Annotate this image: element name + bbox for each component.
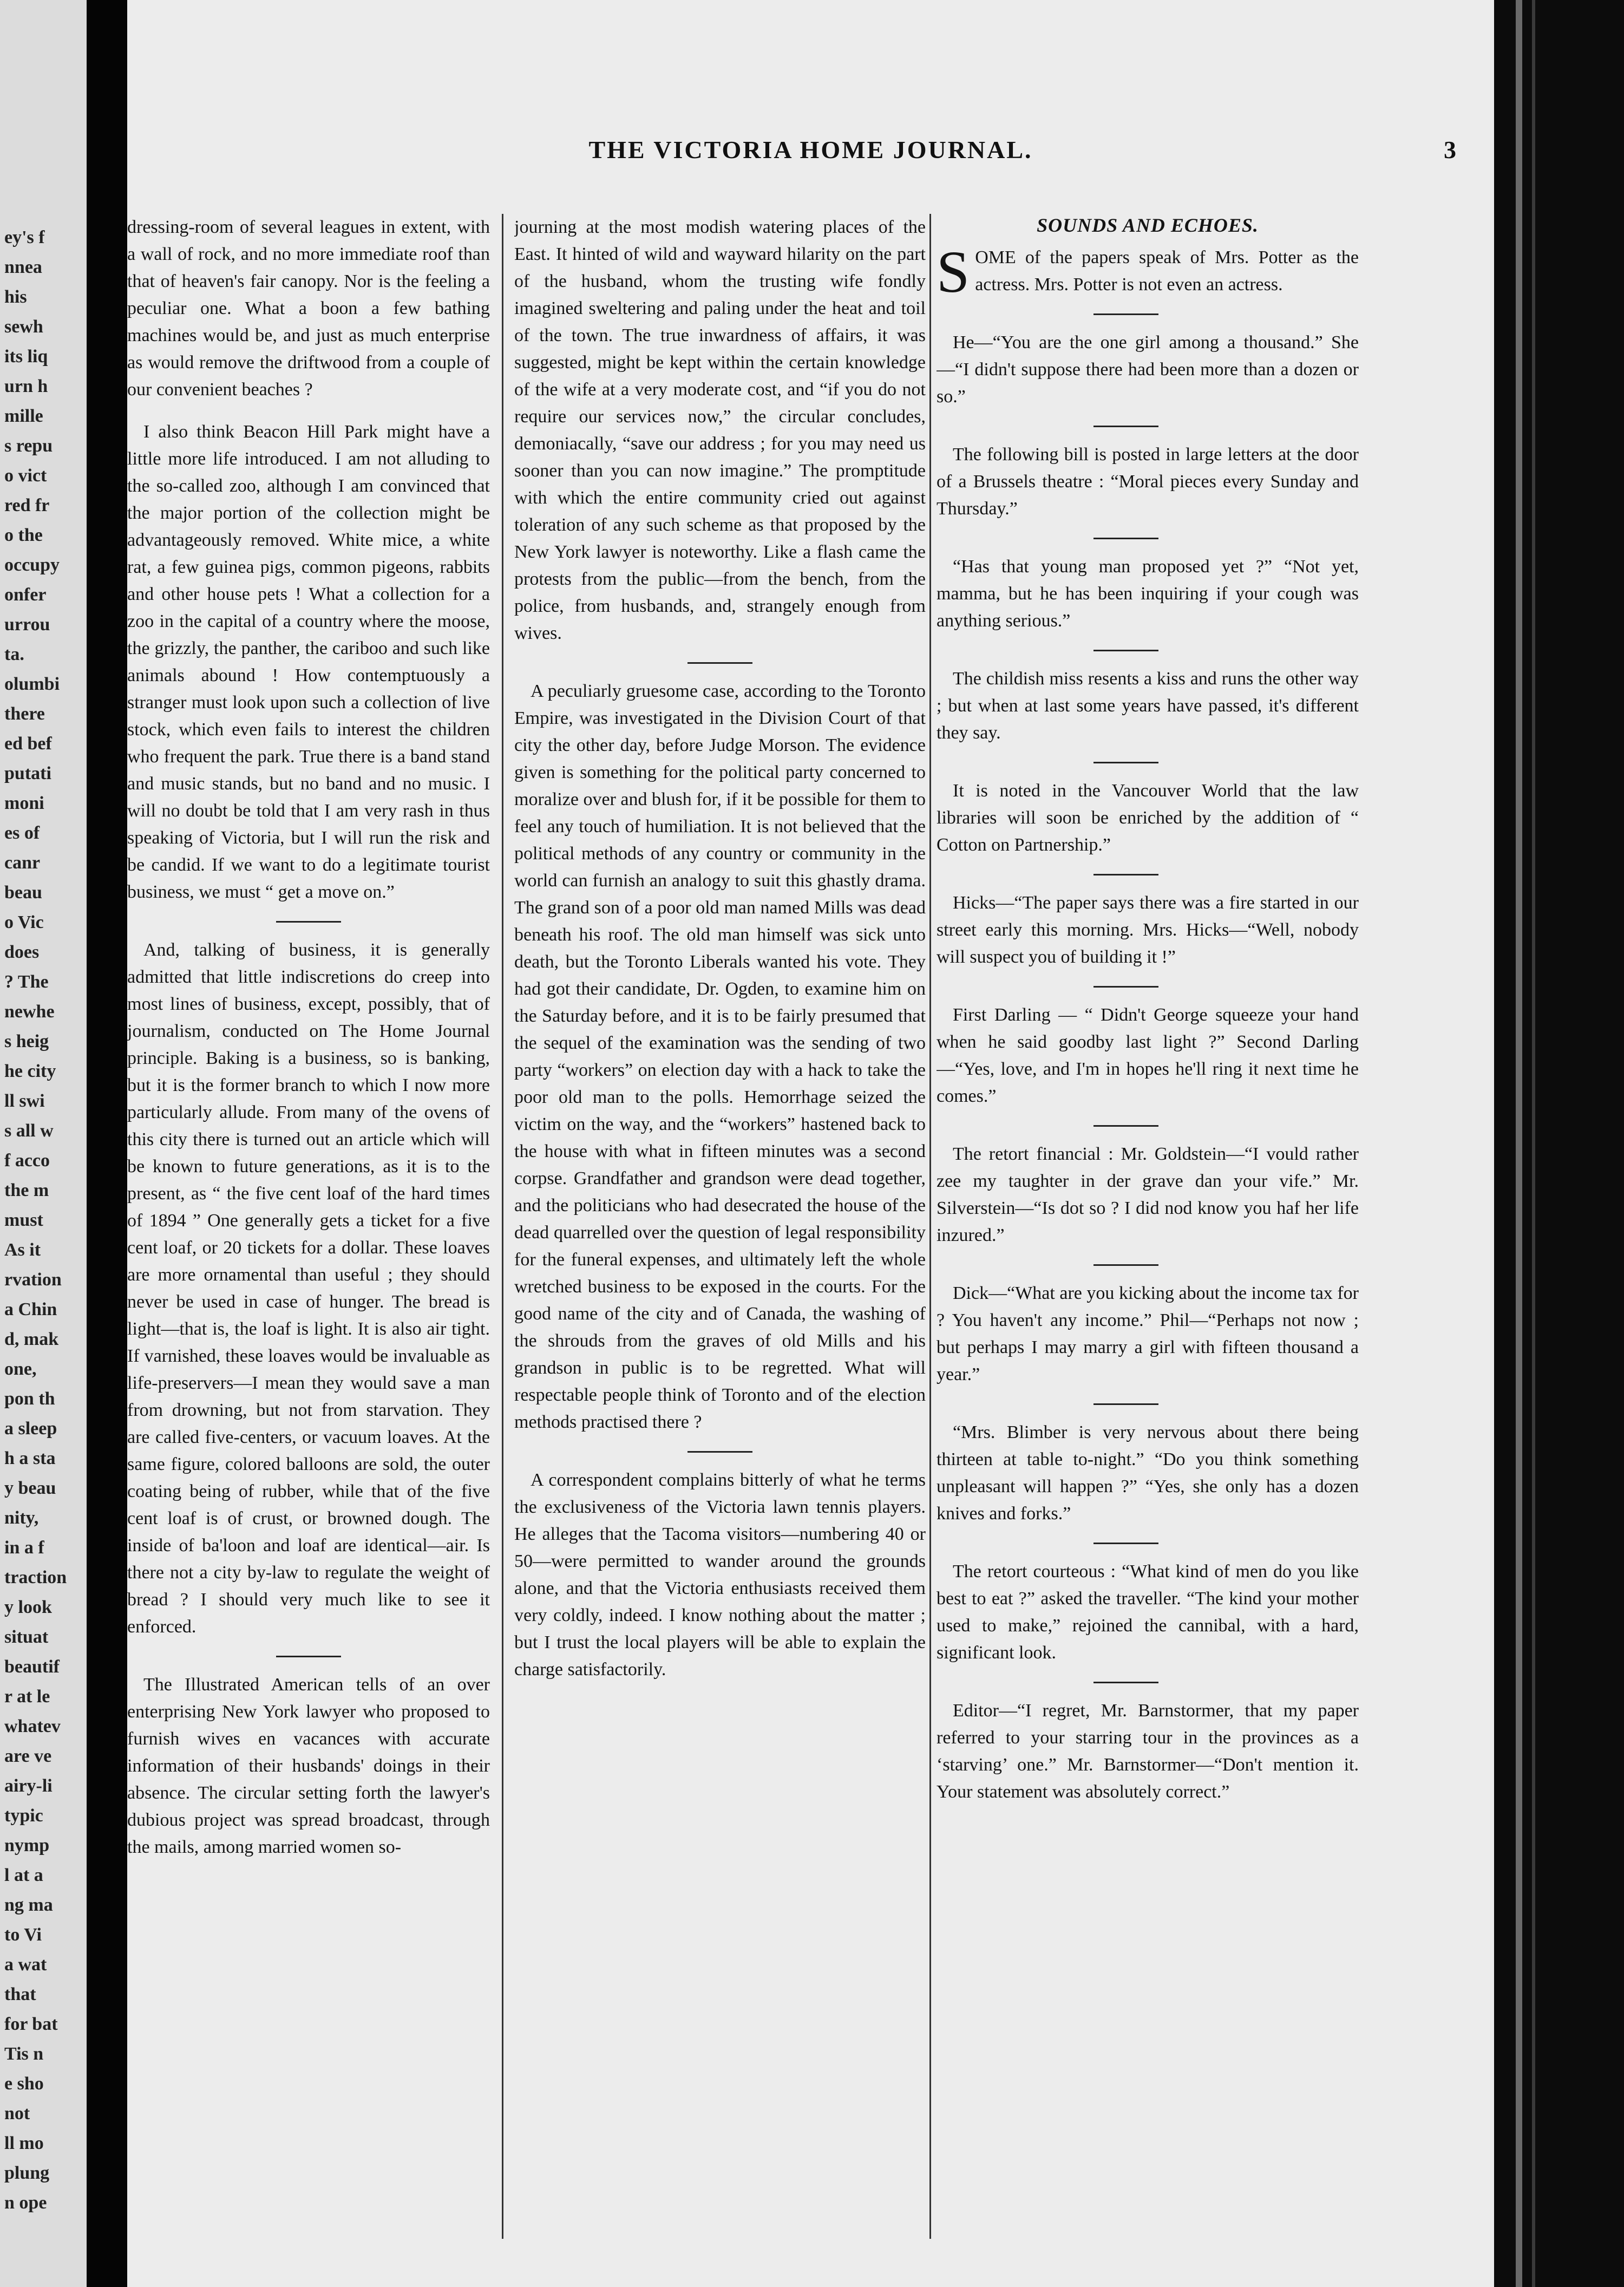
previous-page-fragment: sewh	[4, 317, 43, 337]
previous-page-fragment: o Vic	[4, 912, 44, 932]
col3-item: Editor—“I regret, Mr. Barnstormer, that my paper referred to your starring tour in the provinces as a ‘starving’ one.” Mr. Barnstormer—“Don't mention it. Your statement was absolutely correct.”	[937, 1701, 1359, 1802]
previous-page-fragment: ll mo	[4, 2133, 44, 2153]
previous-page-fragment: beau	[4, 883, 42, 903]
section-rule	[276, 921, 341, 923]
previous-page-fragment: pon th	[4, 1389, 55, 1409]
previous-page-fragment: airy-li	[4, 1776, 53, 1796]
item-rule	[1093, 313, 1158, 315]
col3-item: It is noted in the Vancouver World that the law libraries will soon be enriched by the addition of “ Cotton on Partnership.”	[937, 781, 1359, 855]
previous-page-fragment: Tis n	[4, 2044, 44, 2064]
col3-item: He—“You are the one girl among a thousand.” She—“I didn't suppose there had been more than a dozen or so.”	[937, 332, 1359, 407]
previous-page-fragment: y beau	[4, 1478, 56, 1498]
previous-page-fragment: olumbi	[4, 674, 60, 694]
previous-page-fragment: nnea	[4, 257, 42, 277]
previous-page-fragment: e sho	[4, 2074, 44, 2094]
previous-page-fragment: his	[4, 287, 27, 307]
page-edge-line	[1516, 0, 1522, 2287]
previous-page-fragment: urrou	[4, 615, 50, 635]
previous-page-fragment: situat	[4, 1627, 49, 1647]
previous-page-fragment: a sleep	[4, 1419, 57, 1439]
previous-page-fragment: rvation	[4, 1270, 62, 1290]
previous-page-fragment: ? The	[4, 972, 49, 992]
item-rule	[1093, 426, 1158, 427]
previous-page-strip	[0, 0, 87, 2287]
previous-page-fragment: f acco	[4, 1151, 50, 1171]
previous-page-fragment: for bat	[4, 2014, 58, 2034]
previous-page-fragment: a Chin	[4, 1299, 57, 1319]
right-page-edge	[1494, 0, 1624, 2287]
previous-page-fragment: canr	[4, 853, 41, 873]
previous-page-fragment: moni	[4, 793, 44, 813]
col1-paragraph: dressing-room of several leagues in extent, with a wall of rock, and no more immediate roof than that of heaven's fair canopy. Nor is the feeling a peculiar one. What a boon a few bathing machines would be, and just as much enterprise as would remove the driftwood from a couple of our convenient beaches ?	[127, 217, 490, 400]
previous-page-fragment: s repu	[4, 436, 53, 456]
col2-paragraph: journing at the most modish watering places of the East. It hinted of wild and wayward hilarity on the part of the husband, whom the trusting wife fondly imagined sweltering and paling under the heat and toil of the town. The true inwardness of affairs, it was suggested, might be kept within the certain knowledge of the wife at a very moderate cost, and “if you do not require our services now,” the circular concludes, demoniacally, “save our address ; for you may need us sooner than you can now imagine.” The promptitude with which the entire community cried out against toleration of any such scheme as that proposed by the New York lawyer is noteworthy. Like a flash came the protests from the public—from the bench, from the police, from husbands, and, strangely enough from wives.	[514, 217, 926, 643]
previous-page-fragment: the m	[4, 1180, 49, 1200]
previous-page-fragment: l at a	[4, 1865, 43, 1885]
col3-item	[937, 239, 1359, 305]
previous-page-fragment: that	[4, 1984, 36, 2004]
col1-paragraph: And, talking of business, it is generally admitted that little indiscretions do creep into most lines of business, except, possibly, that of journalism, conducted on The Home Journal principle. Baking is a business, so is banking, but it is the former branch to which I now more particularly allude. From many of the ovens of this city there is turned out an article which will be known to future generations, as it is to the present, as “ the five cent loaf of the hard times of 1894 ” One generally gets a ticket for a five cent loaf, or 20 tickets for a dollar. These loaves are more ornamental than useful ; they should never be used in case of hunger. The bread is light—that is, the loaf is light. It is also air tight. If varnished, these loaves would be invaluable as life-preservers—I mean they would save a man from drowning, but not from starvation. They are called five-centers, or vacuum loaves. At the same figure, colored balloons are sold, the outer coating being of rubber, while that of the five cent loaf is of crust, or browned dough. The inside of ba'loon and loaf are identical—air. Is there not a city by-law to regulate the weight of bread ? I should very much like to see it enforced.	[127, 940, 490, 1637]
page-header	[127, 135, 1494, 179]
section-rule	[687, 662, 752, 664]
previous-page-fragment: nity,	[4, 1508, 39, 1528]
item-rule	[1093, 538, 1158, 539]
previous-page-fragment: es of	[4, 823, 40, 843]
previous-page-fragment: mille	[4, 406, 43, 426]
previous-page-fragment: its liq	[4, 347, 48, 367]
previous-page-fragment: must	[4, 1210, 43, 1230]
page-number: 3	[1444, 136, 1456, 164]
previous-page-fragment: to Vi	[4, 1925, 42, 1945]
previous-page-fragment: As it	[4, 1240, 41, 1260]
previous-page-fragment: not	[4, 2103, 30, 2123]
previous-page-fragment: nymp	[4, 1835, 50, 1855]
col1-paragraph: The Illustrated American tells of an over enterprising New York lawyer who proposed to furnish wives en vacances with accurate information of their husbands' doings in their absence. The circular setting forth the lawyer's dubious project was spread broadcast, through the mails, among married women so-	[127, 1675, 490, 1857]
col3-item: “Has that young man proposed yet ?” “Not yet, mamma, but he has been inquiring if your cough was anything serious.”	[937, 557, 1359, 631]
drop-cap: S	[937, 239, 970, 305]
previous-page-fragment: traction	[4, 1567, 67, 1587]
previous-page-fragment: n ope	[4, 2193, 47, 2213]
item-rule	[1093, 650, 1158, 651]
item-rule	[1093, 1682, 1158, 1683]
col1-paragraph: I also think Beacon Hill Park might have a little more life introduced. I am not alluding to the so-called zoo, although I am convinced that the major portion of the collection might be advantageously removed. White mice, a white rat, a few guinea pigs, common pigeons, rabbits and other house pets ! What a collection for a zoo in the capital of a country where the moose, the grizzly, the panther, the cariboo and such like animals abound ! How contemptuously a stranger must look upon such a collection of live stock, which even fails to interest the children who frequent the park. True there is a band stand and music stands, but no band and no music. I will no doubt be told that I am very rash in thus speaking of Victoria, but I will run the risk and be candid. If we want to do a legitimate tourist business, we must “ get a move on.”	[127, 422, 490, 902]
col3-item: First Darling — “ Didn't George squeeze your hand when he said goodby last light ?” Second Darling—“Yes, love, and I'm in hopes he'll ring it next time he comes.”	[937, 1005, 1359, 1106]
item-rule	[1093, 986, 1158, 988]
previous-page-fragment: one,	[4, 1359, 37, 1379]
previous-page-fragment: typic	[4, 1806, 43, 1826]
column-rule	[929, 214, 931, 2239]
previous-page-fragment: urn h	[4, 376, 48, 396]
column-3	[937, 214, 1359, 2266]
book-gutter	[87, 0, 127, 2287]
section-heading: SOUNDS AND ECHOES.	[1037, 214, 1259, 236]
previous-page-fragment: ey's f	[4, 227, 45, 247]
previous-page-fragment: ng ma	[4, 1895, 53, 1915]
previous-page-fragment: s heig	[4, 1031, 49, 1051]
previous-page-fragment: he city	[4, 1061, 56, 1081]
previous-page-fragment: in a f	[4, 1538, 44, 1558]
col3-item: Dick—“What are you kicking about the income tax for ? You haven't any income.” Phil—“Perhaps not now ; but perhaps I may marry a girl with fifteen thousand a year.”	[937, 1283, 1359, 1384]
previous-page-fragment: y look	[4, 1597, 52, 1617]
col2-paragraph: A correspondent complains bitterly of what he terms the exclusiveness of the Victoria lawn tennis players. He alleges that the Tacoma visitors—numbering 40 or 50—were permitted to wander around the grounds alone, and that the Victoria enthusiasts received them very coldly, indeed. I know nothing about the matter ; but I trust the local players will be able to explain the charge satisfactorily.	[514, 1470, 926, 1680]
col3-item: The retort courteous : “What kind of men do you like best to eat ?” asked the traveller. “The kind your mother used to make,” rejoined the cannibal, with a hard, significant look.	[937, 1561, 1359, 1663]
previous-page-fragment: s all w	[4, 1121, 54, 1141]
previous-page-fragment: there	[4, 704, 45, 724]
previous-page-fragment: a wat	[4, 1955, 47, 1975]
col2-paragraph: A peculiarly gruesome case, according to the Toronto Empire, was investigated in the Division Court of that city the other day, before Judge Morson. The evidence given is something for the political party concerned to moralize over and blush for, if it be possible for them to feel any touch of humiliation. It is not believed that the political methods of any country or community in the world can furnish an analogy to suit this ghastly drama. The grand son of a poor old man named Mills was dead beneath his roof. The old man himself was sick unto death, but the Toronto Liberals wanted his vote. They had got their candidate, Dr. Ogden, to examine him on the Saturday before, and it is to be fairly presumed that the sequel of the examination was the sending of two party “workers” on election day with a hack to take the poor old man to the polls. Hemorrhage seized the victim on the way, and the “workers” hastened back to the house with what in fifteen minutes was a second corpse. Grandfather and grandson were dead together, and the politicians who had desecrated the house of the dead quarrelled over the question of legal responsibility for the funeral expenses, and ultimately left the whole wretched business to be exposed in the courts. For the good name of the city and of Canada, the washing of the shrouds from the graves of old Mills and his grandson in public is to be regretted. What will respectable people think of Toronto and of the election methods practised there ?	[514, 681, 926, 1432]
item-rule	[1093, 1264, 1158, 1266]
section-rule	[687, 1451, 752, 1453]
previous-page-fragment: ll swi	[4, 1091, 45, 1111]
masthead-title: THE VICTORIA HOME JOURNAL.	[588, 136, 1033, 164]
previous-page-fragment: whatev	[4, 1716, 61, 1736]
previous-page-fragment: r at le	[4, 1687, 50, 1707]
item-rule	[1093, 874, 1158, 875]
previous-page-fragment: putati	[4, 763, 51, 783]
previous-page-fragment: beautif	[4, 1657, 60, 1677]
col3-item: Hicks—“The paper says there was a fire started in our street early this morning. Mrs. Hicks—“Well, nobody will suspect you of building it !”	[937, 893, 1359, 967]
item-rule	[1093, 1543, 1158, 1544]
item-rule	[1093, 1125, 1158, 1127]
col3-item: The childish miss resents a kiss and runs the other way ; but when at last some years have passed, it's different they say.	[937, 669, 1359, 743]
previous-page-fragment: ta.	[4, 644, 24, 664]
newspaper-page	[127, 0, 1494, 2287]
previous-page-fragment: does	[4, 942, 40, 962]
previous-page-fragment: h a sta	[4, 1448, 56, 1468]
previous-page-fragment: onfer	[4, 585, 47, 605]
item-rule	[1093, 1403, 1158, 1405]
section-rule	[276, 1656, 341, 1657]
col3-item: The retort financial : Mr. Goldstein—“I vould rather zee my taughter in der grave dan your vife.” Mr. Silverstein—“Is dot so ? I did nod know you haf her life inzured.”	[937, 1144, 1359, 1245]
previous-page-fragment: are ve	[4, 1746, 52, 1766]
previous-page-fragment: occupy	[4, 555, 60, 575]
previous-page-fragment: o vict	[4, 466, 47, 486]
col3-item: “Mrs. Blimber is very nervous about there being thirteen at table to-night.” “Do you think something unpleasant will happen ?” “Yes, she only has a dozen knives and forks.”	[937, 1422, 1359, 1524]
column-rule	[502, 214, 503, 2239]
col3-item-text: OME of the papers speak of Mrs. Potter as the actress. Mrs. Potter is not even an actress.	[975, 247, 1359, 295]
column-1	[127, 214, 490, 2266]
previous-page-fragment: d, mak	[4, 1329, 59, 1349]
previous-page-fragment: red fr	[4, 495, 50, 515]
previous-page-fragment: newhe	[4, 1002, 55, 1022]
col3-item: The following bill is posted in large letters at the door of a Brussels theatre : “Moral pieces every Sunday and Thursday.”	[937, 445, 1359, 519]
column-2	[514, 214, 926, 2266]
previous-page-fragment: ed bef	[4, 734, 52, 754]
previous-page-fragment: o the	[4, 525, 43, 545]
previous-page-fragment: plung	[4, 2163, 50, 2183]
page-edge-line	[1532, 0, 1535, 2287]
item-rule	[1093, 762, 1158, 763]
